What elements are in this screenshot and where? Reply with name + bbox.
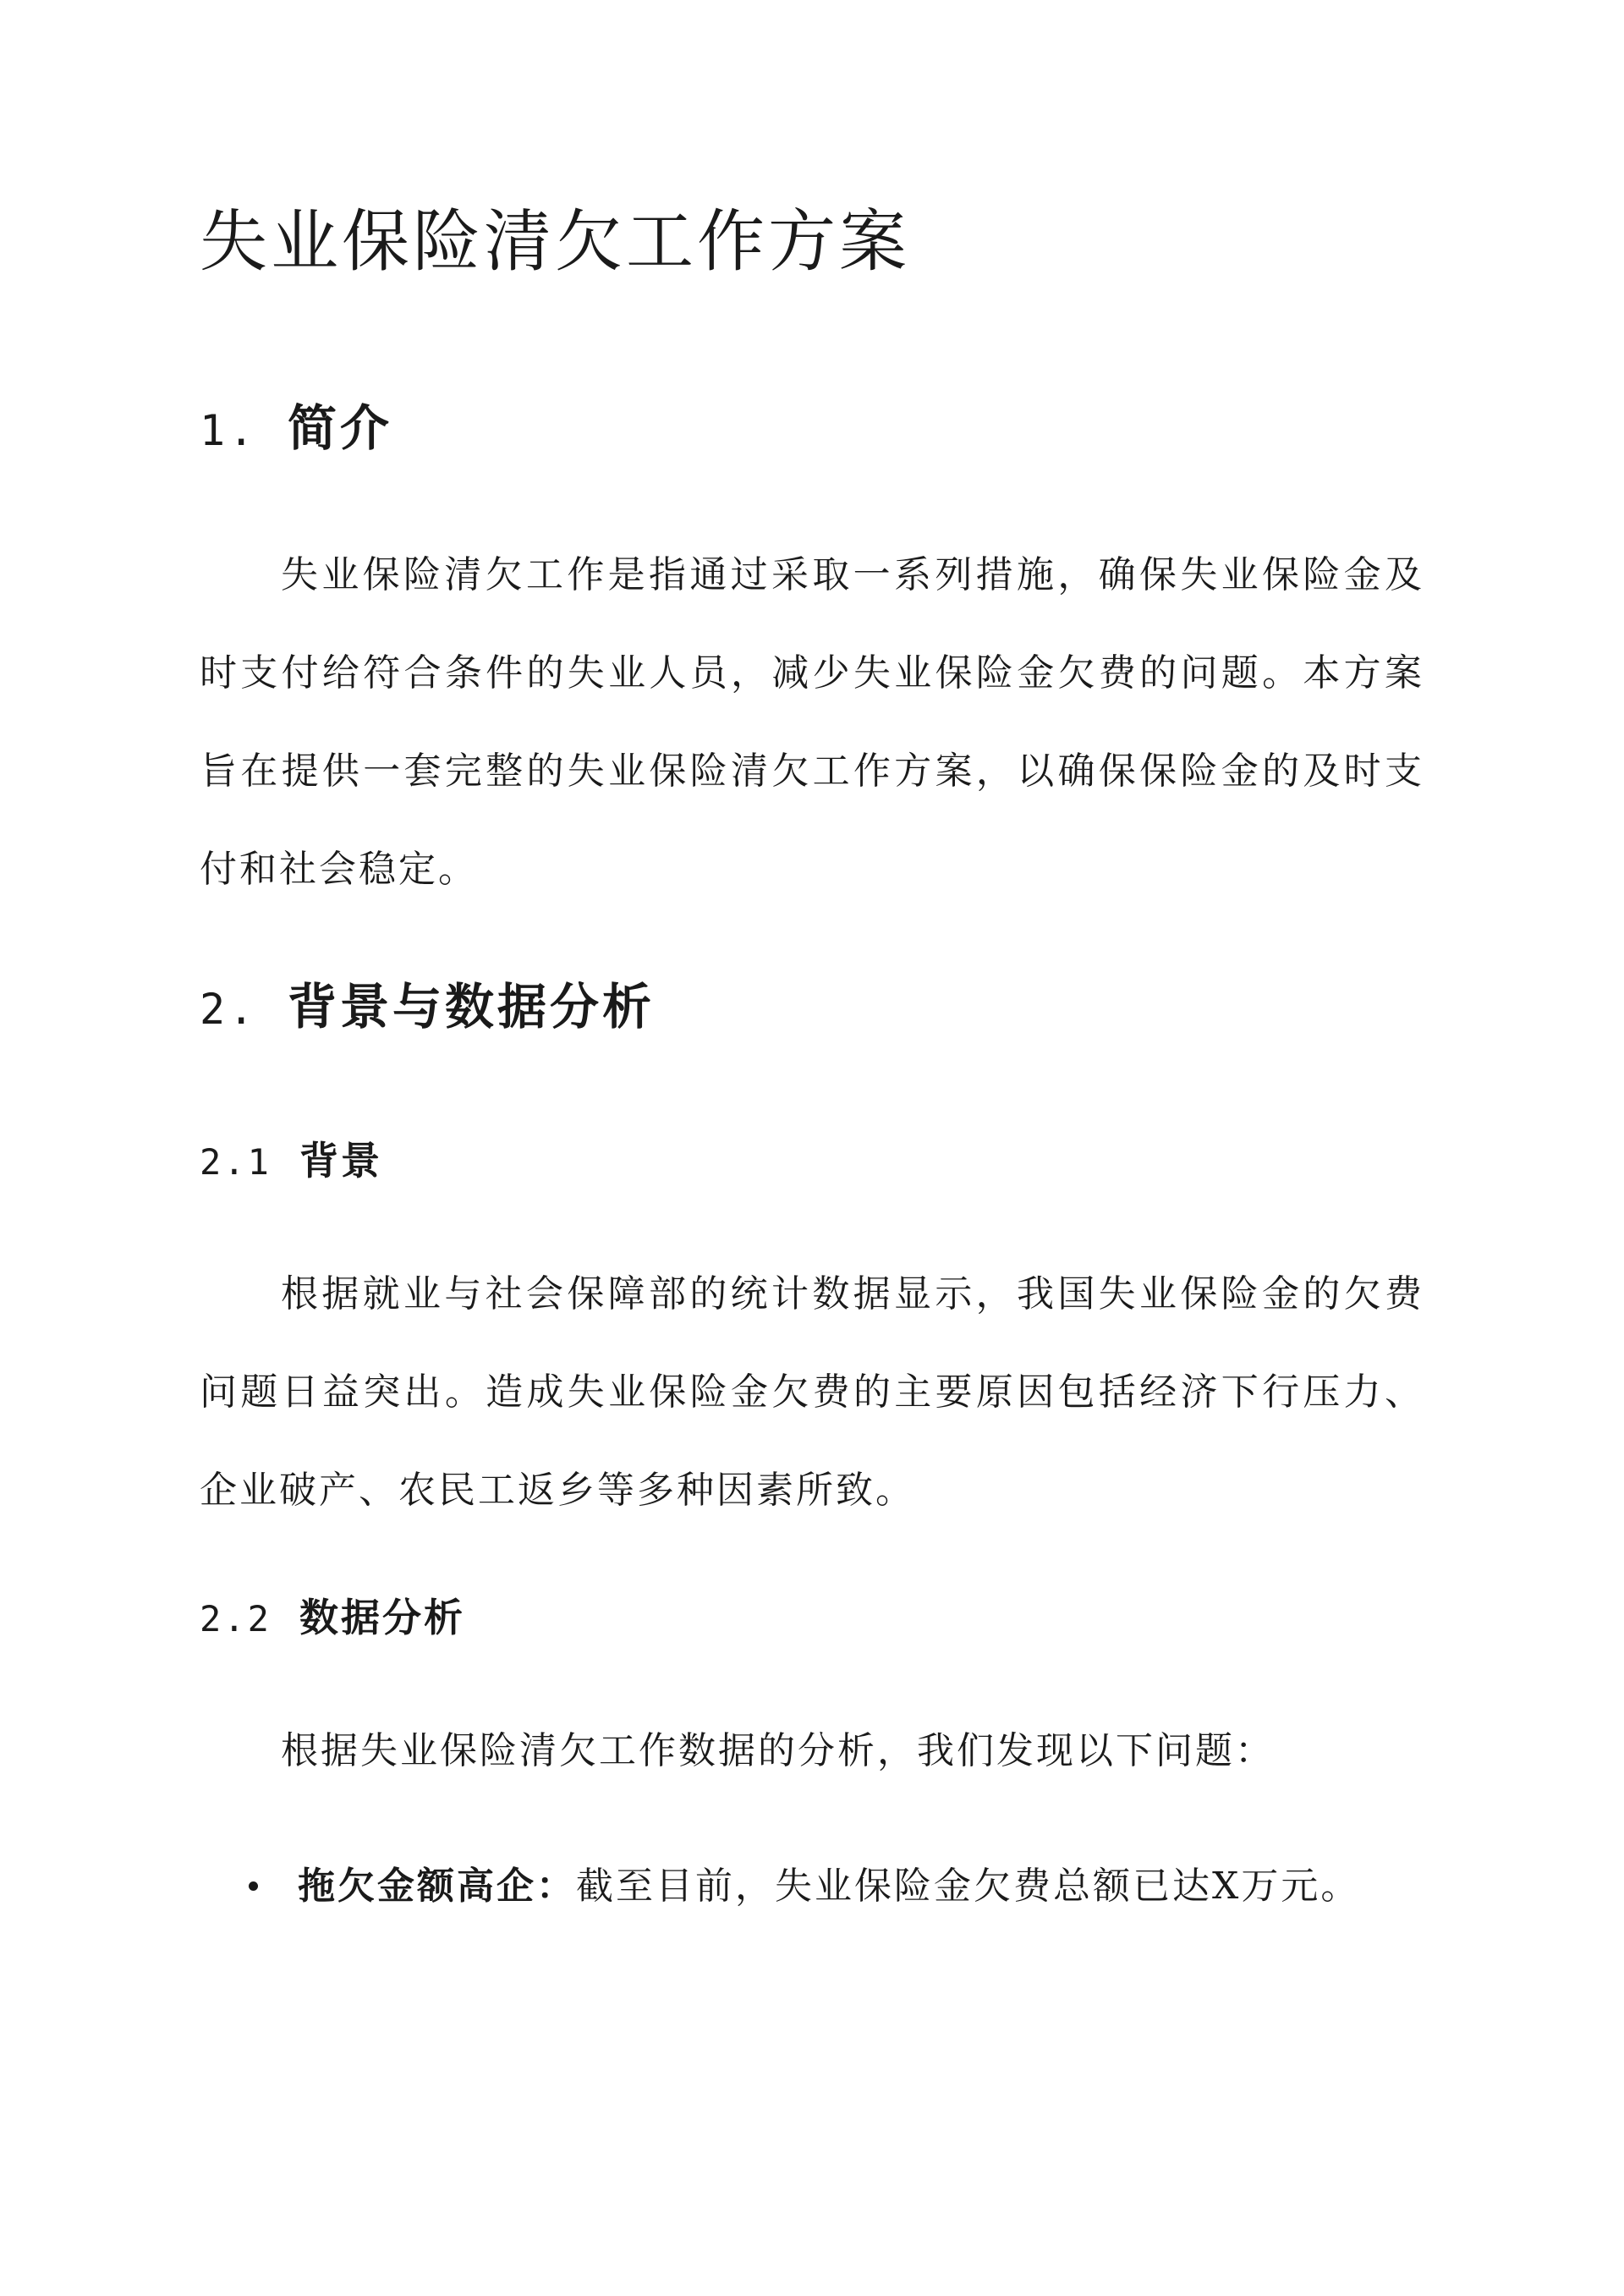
section-2-2-heading — [200, 1590, 465, 1646]
section-1-paragraph: 失业保险清欠工作是指通过采取一系列措施，确保失业保险金及时支付给符合条件的失业人员，减少失业保险金欠费的问题。本方案旨在提供一套完整的失业保险清欠工作方案，以确保保险金的及时支付和社会稳定。 — [200, 553, 1424, 891]
bullet-icon — [249, 1881, 258, 1891]
section-2-1-paragraph: 根据就业与社会保障部的统计数据显示，我国失业保险金的欠费问题日益突出。造成失业保险金欠费的主要原因包括经济下行压力、企业破产、农民工返乡等多种因素所致。 — [200, 1272, 1424, 1512]
list-item-text: 截至目前，失业保险金欠费总额已达X万元。 — [576, 1865, 1361, 1908]
section-2-title: 背景与数据分析 — [288, 978, 656, 1035]
section-2-1-title: 背景 — [299, 1138, 382, 1184]
section-2-2-paragraph: 根据失业保险清欠工作数据的分析，我们发现以下问题： — [281, 1729, 1275, 1772]
issue-list — [200, 1851, 1451, 1922]
section-2-2-title: 数据分析 — [299, 1595, 465, 1640]
list-item — [200, 1851, 1451, 1922]
section-1-heading — [200, 394, 392, 464]
list-item-term: 拖欠金额高企： — [298, 1865, 576, 1908]
section-2-heading — [200, 973, 655, 1043]
section-1-title: 简介 — [288, 399, 393, 457]
section-2-1-heading — [200, 1134, 382, 1189]
section-2-2-number: 2.2 — [200, 1598, 272, 1640]
section-2-1-number: 2.1 — [200, 1141, 272, 1183]
section-2-number: 2. — [200, 985, 258, 1034]
document-title: 失业保险清欠工作方案 — [200, 202, 910, 281]
section-1-number: 1. — [200, 406, 258, 455]
